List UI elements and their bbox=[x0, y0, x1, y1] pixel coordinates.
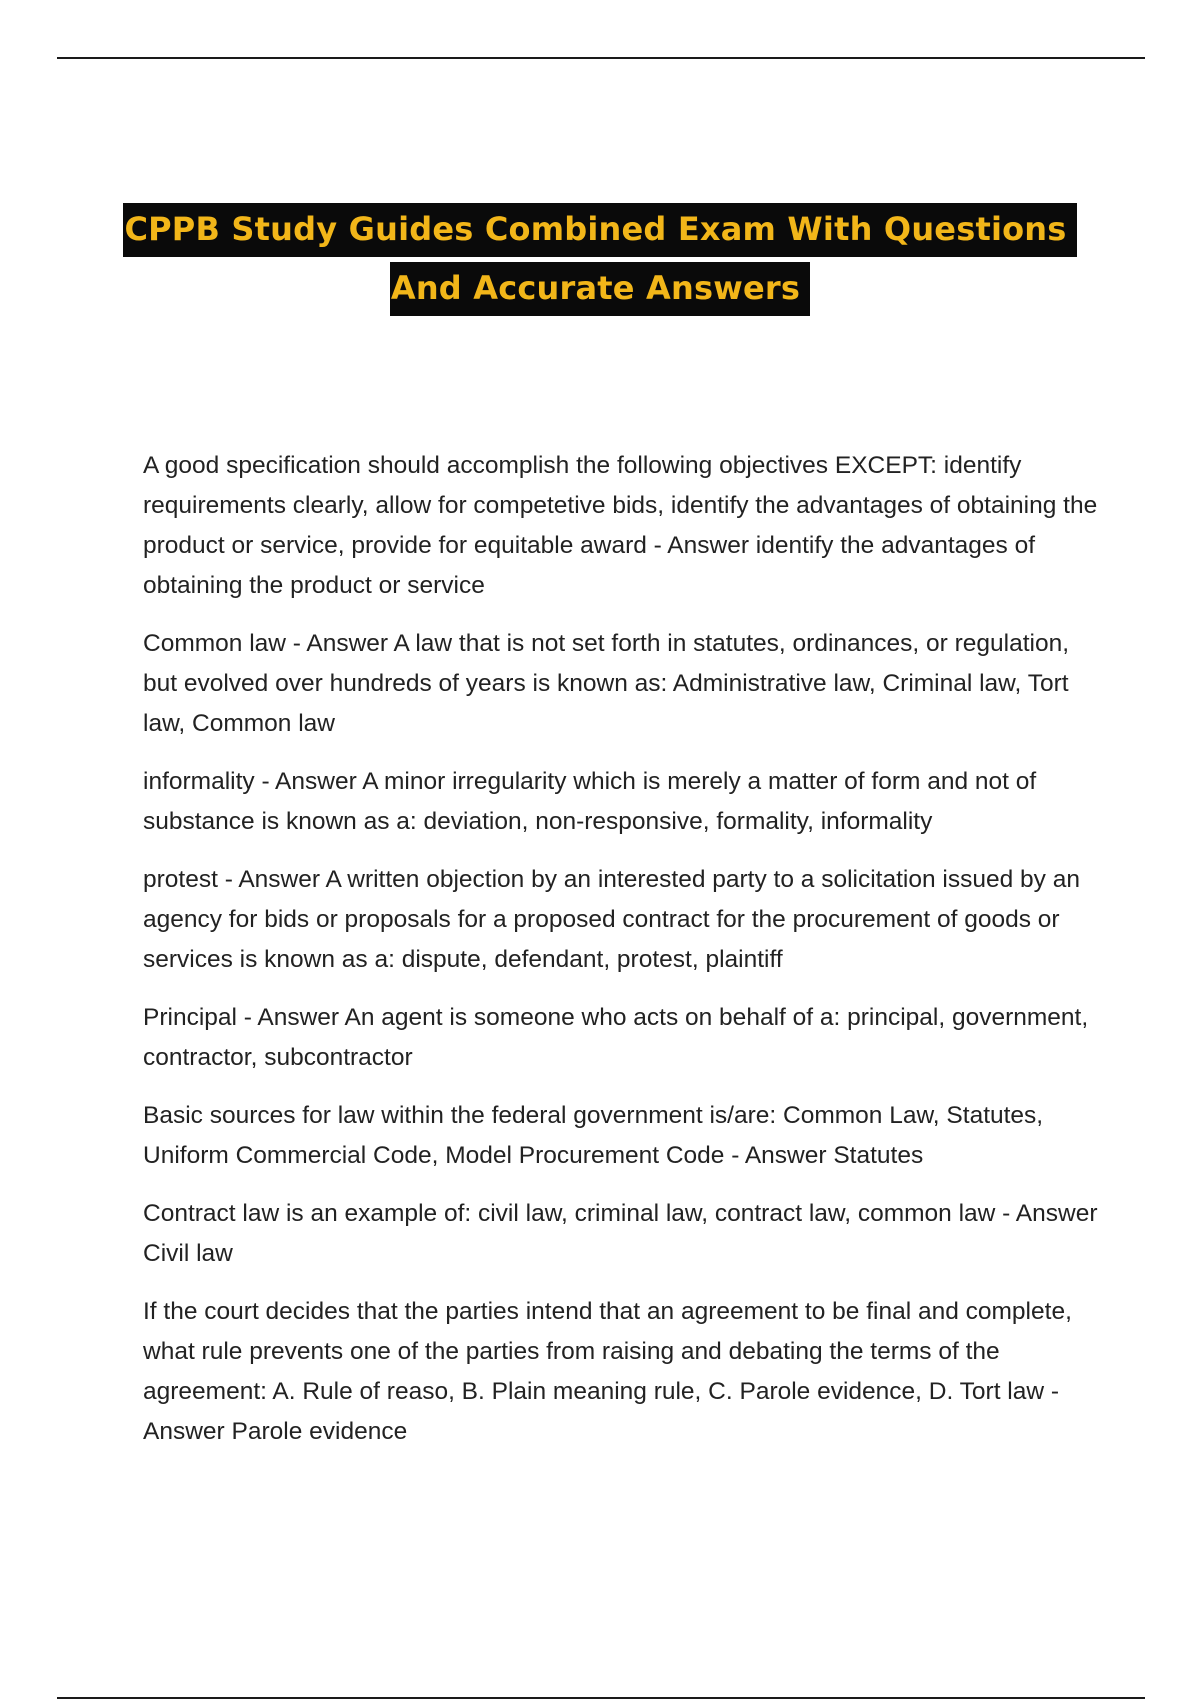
qa-paragraph: Basic sources for law within the federal government is/are: Common Law, Statutes, Uniform Commercial Code, Model Procurement Code - Answer Statutes bbox=[143, 1102, 1044, 1169]
header-rule bbox=[57, 57, 1145, 59]
qa-paragraph: Contract law is an example of: civil law, criminal law, contract law, common law - Answer Civil law bbox=[143, 1200, 1098, 1267]
qa-paragraph: Principal - Answer An agent is someone who acts on behalf of a: principal, government, contractor, subcontractor bbox=[143, 1004, 1089, 1071]
title-line-2: And Accurate Answers bbox=[390, 262, 810, 316]
title-line-1: CPPB Study Guides Combined Exam With Questions bbox=[123, 203, 1076, 257]
qa-paragraph: Common law - Answer A law that is not set forth in statutes, ordinances, or regulation, but evolved over hundreds of years is known as: Administrative law, Criminal law, Tort law, Common law bbox=[143, 630, 1070, 737]
document-title bbox=[0, 203, 1200, 321]
qa-paragraph: If the court decides that the parties intend that an agreement to be final and complete, what rule prevents one of the parties from raising and debating the terms of the agreement: A. Rule of reaso, B. Plain meaning rule, C. Parole evidence, D. Tort law - Answer Parole evidence bbox=[143, 1298, 1072, 1445]
qa-paragraph: A good specification should accomplish the following objectives EXCEPT: identify requirements clearly, allow for competetive bids, identify the advantages of obtaining the product or service, provide for equitable award - Answer identify the advantages of obtaining the product or service bbox=[143, 452, 1098, 599]
footer-rule bbox=[57, 1697, 1145, 1699]
qa-paragraph: protest - Answer A written objection by an interested party to a solicitation issued by an agency for bids or proposals for a proposed contract for the procurement of goods or services is known as a: dispute, defendant, protest, plaintiff bbox=[143, 866, 1080, 973]
document-body bbox=[143, 446, 1103, 1470]
qa-paragraph: informality - Answer A minor irregularity which is merely a matter of form and not of substance is known as a: deviation, non-responsive, formality, informality bbox=[143, 768, 1037, 835]
